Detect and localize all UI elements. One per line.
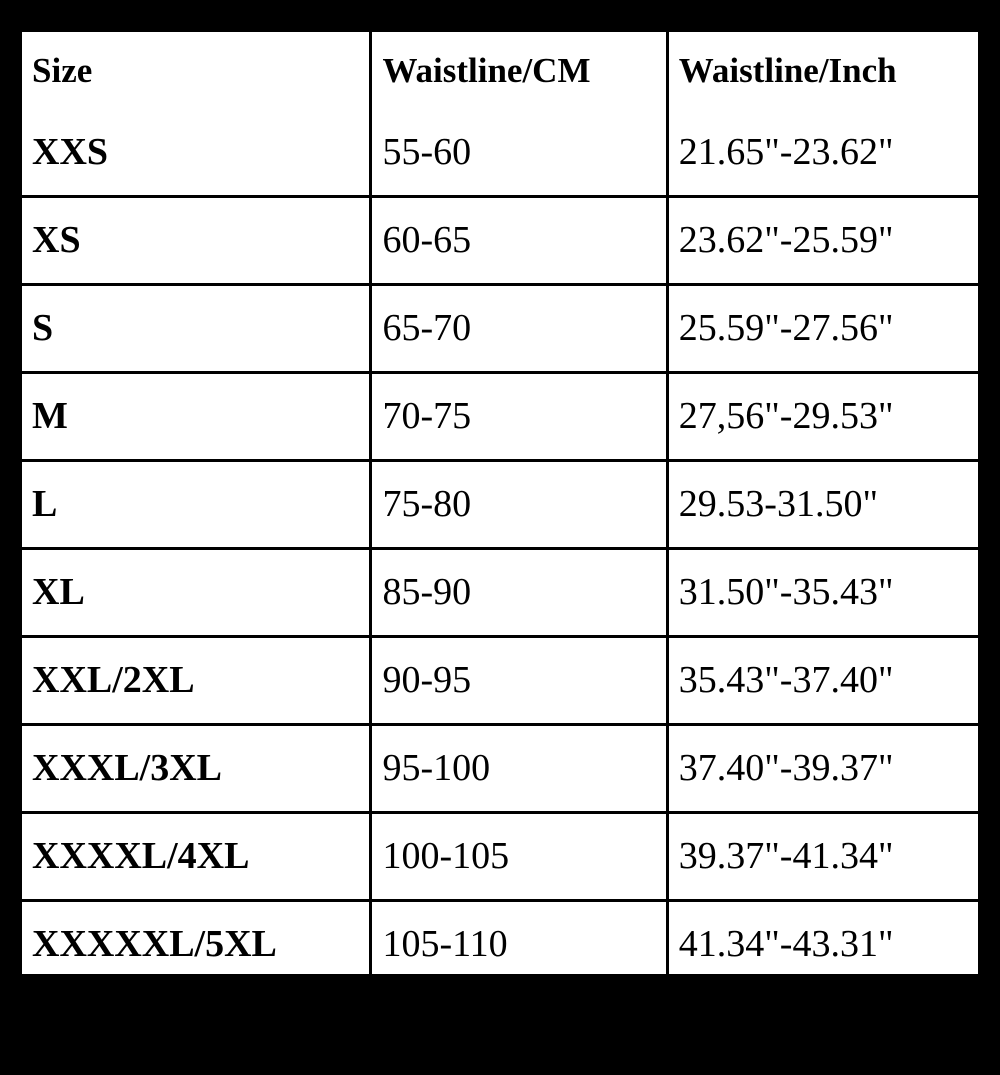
cell-waistline-cm: 70-75 [371, 373, 667, 461]
cell-waistline-cm: 65-70 [371, 285, 667, 373]
table-row [22, 197, 978, 285]
cell-size: XXXXXXL/6XL [22, 989, 371, 1075]
cell-waistline-cm: 100-105 [371, 813, 667, 901]
cell-waistline-inch: 43.31"-45.28 [667, 989, 978, 1075]
cell-waistline-cm: 75-80 [371, 461, 667, 549]
cell-size: L [22, 461, 371, 549]
cell-waistline-cm: 90-95 [371, 637, 667, 725]
cell-waistline-cm: 85-90 [371, 549, 667, 637]
cell-size: XXS [22, 110, 371, 197]
table-row [22, 813, 978, 901]
cell-waistline-inch: 27,56"-29.53" [667, 373, 978, 461]
table-row [22, 725, 978, 813]
cell-size: XXXXL/4XL [22, 813, 371, 901]
table-row [22, 373, 978, 461]
cell-size: S [22, 285, 371, 373]
cell-size: XXL/2XL [22, 637, 371, 725]
cell-waistline-inch: 31.50"-35.43" [667, 549, 978, 637]
cell-size: XXXXXL/5XL [22, 901, 371, 989]
table-header-row [22, 32, 978, 110]
table-row [22, 901, 978, 989]
cell-waistline-cm: 60-65 [371, 197, 667, 285]
cell-waistline-inch: 21.65"-23.62" [667, 110, 978, 197]
cell-size: M [22, 373, 371, 461]
table-row [22, 461, 978, 549]
column-header-waistline-cm: Waistline/CM [371, 32, 667, 110]
cell-waistline-cm: 105-110 [371, 901, 667, 989]
table-row [22, 549, 978, 637]
cell-size: XXXL/3XL [22, 725, 371, 813]
table-row [22, 637, 978, 725]
cell-size: XS [22, 197, 371, 285]
cell-waistline-cm: 110-115 [371, 989, 667, 1075]
cell-waistline-cm: 55-60 [371, 110, 667, 197]
cell-waistline-inch: 41.34"-43.31" [667, 901, 978, 989]
column-header-waistline-inch: Waistline/Inch [667, 32, 978, 110]
column-header-size: Size [22, 32, 371, 110]
size-chart-frame [18, 28, 982, 978]
cell-waistline-inch: 37.40"-39.37" [667, 725, 978, 813]
cell-waistline-inch: 23.62"-25.59" [667, 197, 978, 285]
cell-waistline-inch: 25.59"-27.56" [667, 285, 978, 373]
cell-waistline-inch: 35.43"-37.40" [667, 637, 978, 725]
table-row [22, 989, 978, 1075]
table-row [22, 285, 978, 373]
table-body [22, 110, 978, 1075]
size-chart-table [22, 32, 978, 1075]
cell-waistline-inch: 39.37"-41.34" [667, 813, 978, 901]
cell-waistline-cm: 95-100 [371, 725, 667, 813]
table-row [22, 110, 978, 197]
cell-size: XL [22, 549, 371, 637]
cell-waistline-inch: 29.53-31.50" [667, 461, 978, 549]
